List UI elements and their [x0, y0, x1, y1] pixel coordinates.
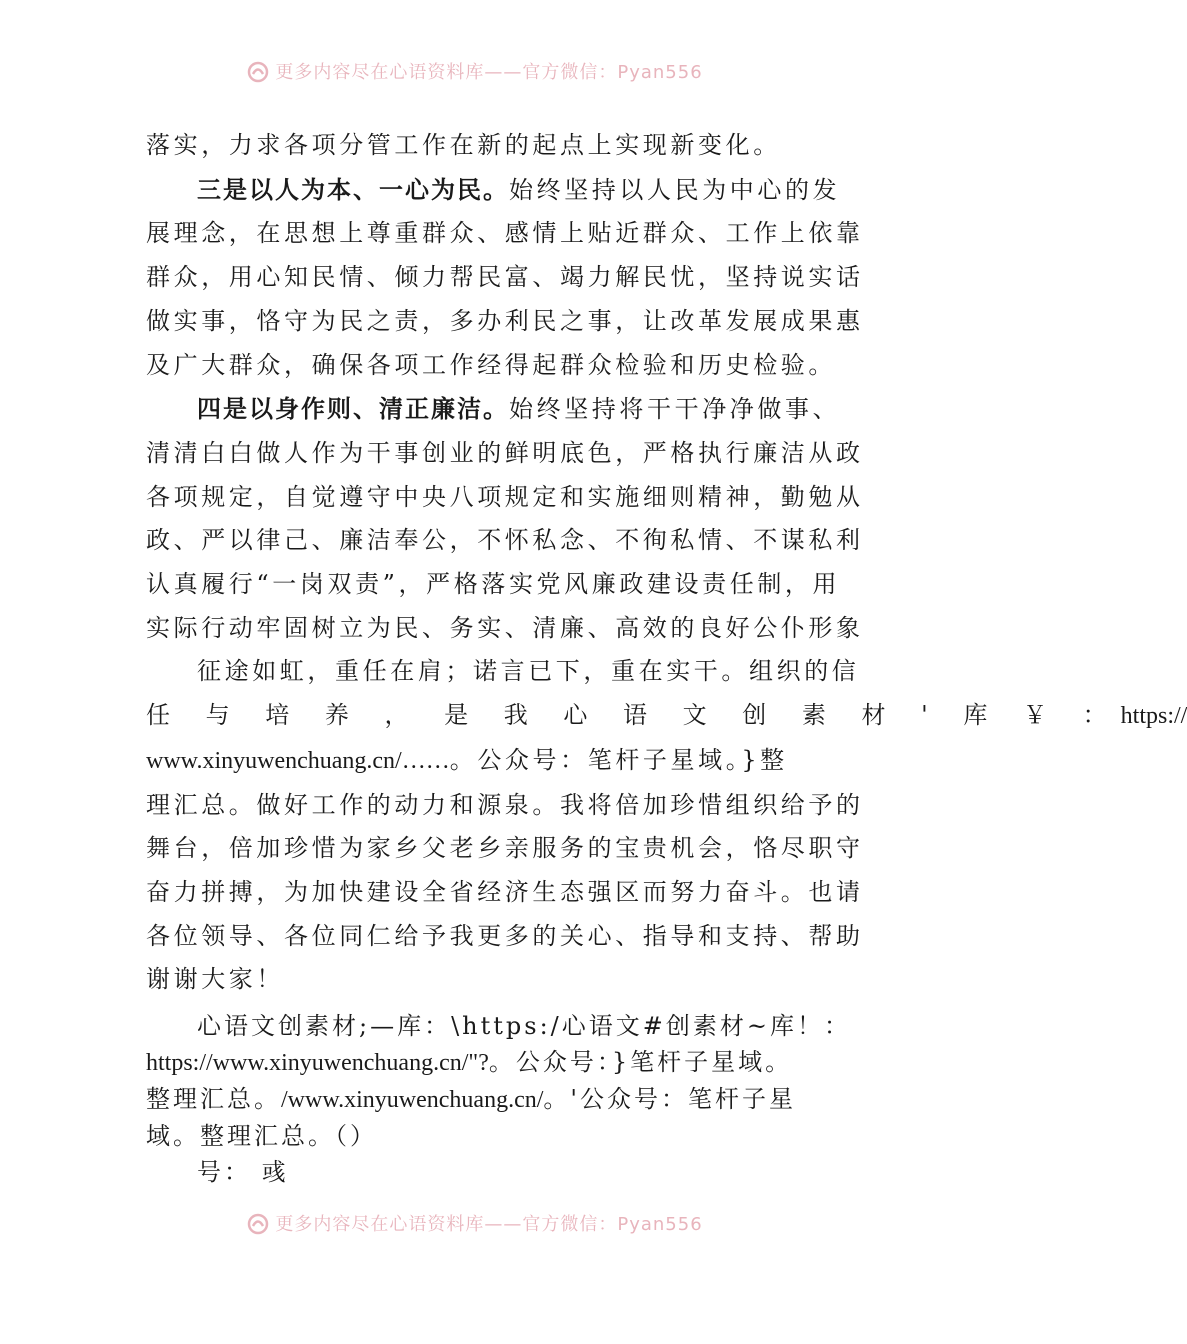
text-line [146, 739, 808, 784]
url-text: www.xinyuwenchuang.cn/…… [146, 747, 450, 774]
text-line: 及广大群众，确保各项工作经得起群众检验和历史检验。 [146, 350, 836, 379]
text-line [146, 1081, 808, 1118]
text-run: 。公众号：}笔杆子星域。 [488, 1048, 793, 1077]
text-line: 落实，力求各项分管工作在新的起点上实现新变化。 [146, 131, 781, 159]
paragraph-3 [146, 387, 864, 650]
text-line: 谢谢大家！ [146, 965, 284, 994]
logo-icon [247, 61, 269, 83]
text-line: 征途如虹，重任在肩；诺言已下，重在实干。组织的信 [197, 657, 860, 686]
text-run: 。'公众号：笔杆子星 [543, 1085, 796, 1114]
text-line: 展理念，在思想上尊重群众、感情上贴近群众、工作上依靠 [146, 219, 864, 248]
text-line [146, 694, 1187, 739]
paragraph-4 [146, 650, 1187, 1002]
section-heading-3: 三是以人为本、一心为民。 [197, 174, 509, 204]
text-line: 做实事，恪守为民之责，多办利民之事，让改革发展成果惠 [146, 306, 864, 335]
text-run: 始终坚持将干干净净做事、 [509, 395, 841, 424]
url-text: /www.xinyuwenchuang.cn/ [281, 1087, 544, 1114]
text-line: 政、严以律己、廉洁奉公，不怀私念、不徇私情、不谋私利 [146, 526, 864, 555]
paragraph-5 [146, 1008, 851, 1190]
text-line: 认真履行“一岗双责”，严格落实党风廉政建设责任制，用 [146, 570, 841, 599]
paragraph-2 [146, 168, 864, 388]
header-watermark [0, 58, 950, 84]
text-line: 域。整理汇总。（） [146, 1122, 377, 1151]
url-text: https://www.xinyuwenchuang.cn/"? [146, 1050, 489, 1077]
text-line: 各位领导、各位同仁给予我更多的关心、指导和支持、帮助 [146, 921, 864, 950]
text-run: 任 与 培 养 ， 是 我 心 语 文 创 素 材 ' 库 ￥ ： [146, 701, 1121, 730]
text-line [146, 1044, 808, 1081]
text-line: 实际行动牢固树立为民、务实、清廉、高效的良好公仆形象 [146, 613, 864, 642]
text-line: 理汇总。做好工作的动力和源泉。我将倍加珍惜组织给予的 [146, 790, 864, 819]
footer-watermark [0, 1210, 950, 1236]
text-run: 。公众号：笔杆子星域。}整 [449, 745, 788, 774]
watermark-text: 更多内容尽在心语资料库——官方微信：Pyan556 [275, 62, 703, 83]
text-line: 舞台，倍加珍惜为家乡父老乡亲服务的宝贵机会，恪尽职守 [146, 834, 864, 863]
text-run: 整理汇总。 [146, 1085, 281, 1114]
text-line: 号： 彧 [197, 1158, 289, 1187]
text-line [146, 168, 841, 213]
text-line: 清清白白做人作为干事创业的鲜明底色，严格执行廉洁从政 [146, 438, 864, 467]
text-line: 心语文创素材;—库：\https:/心语文#创素材~库！： [197, 1012, 851, 1041]
text-run: 始终坚持以人民为中心的发 [509, 175, 841, 204]
text-line: 各项规定，自觉遵守中央八项规定和实施细则精神，勤勉从 [146, 482, 864, 511]
text-line [146, 387, 841, 432]
text-line: 群众，用心知民情、倾力帮民富、竭力解民忧，坚持说实话 [146, 263, 864, 292]
text-line: 奋力拼搏，为加快建设全省经济生态强区而努力奋斗。也请 [146, 877, 864, 906]
paragraph-1 [146, 124, 808, 168]
text-run: https:// [1120, 703, 1187, 730]
section-heading-4: 四是以身作则、清正廉洁。 [197, 394, 509, 424]
document-body [146, 124, 1187, 1190]
logo-icon [247, 1213, 269, 1235]
watermark-text: 更多内容尽在心语资料库——官方微信：Pyan556 [275, 1214, 703, 1235]
